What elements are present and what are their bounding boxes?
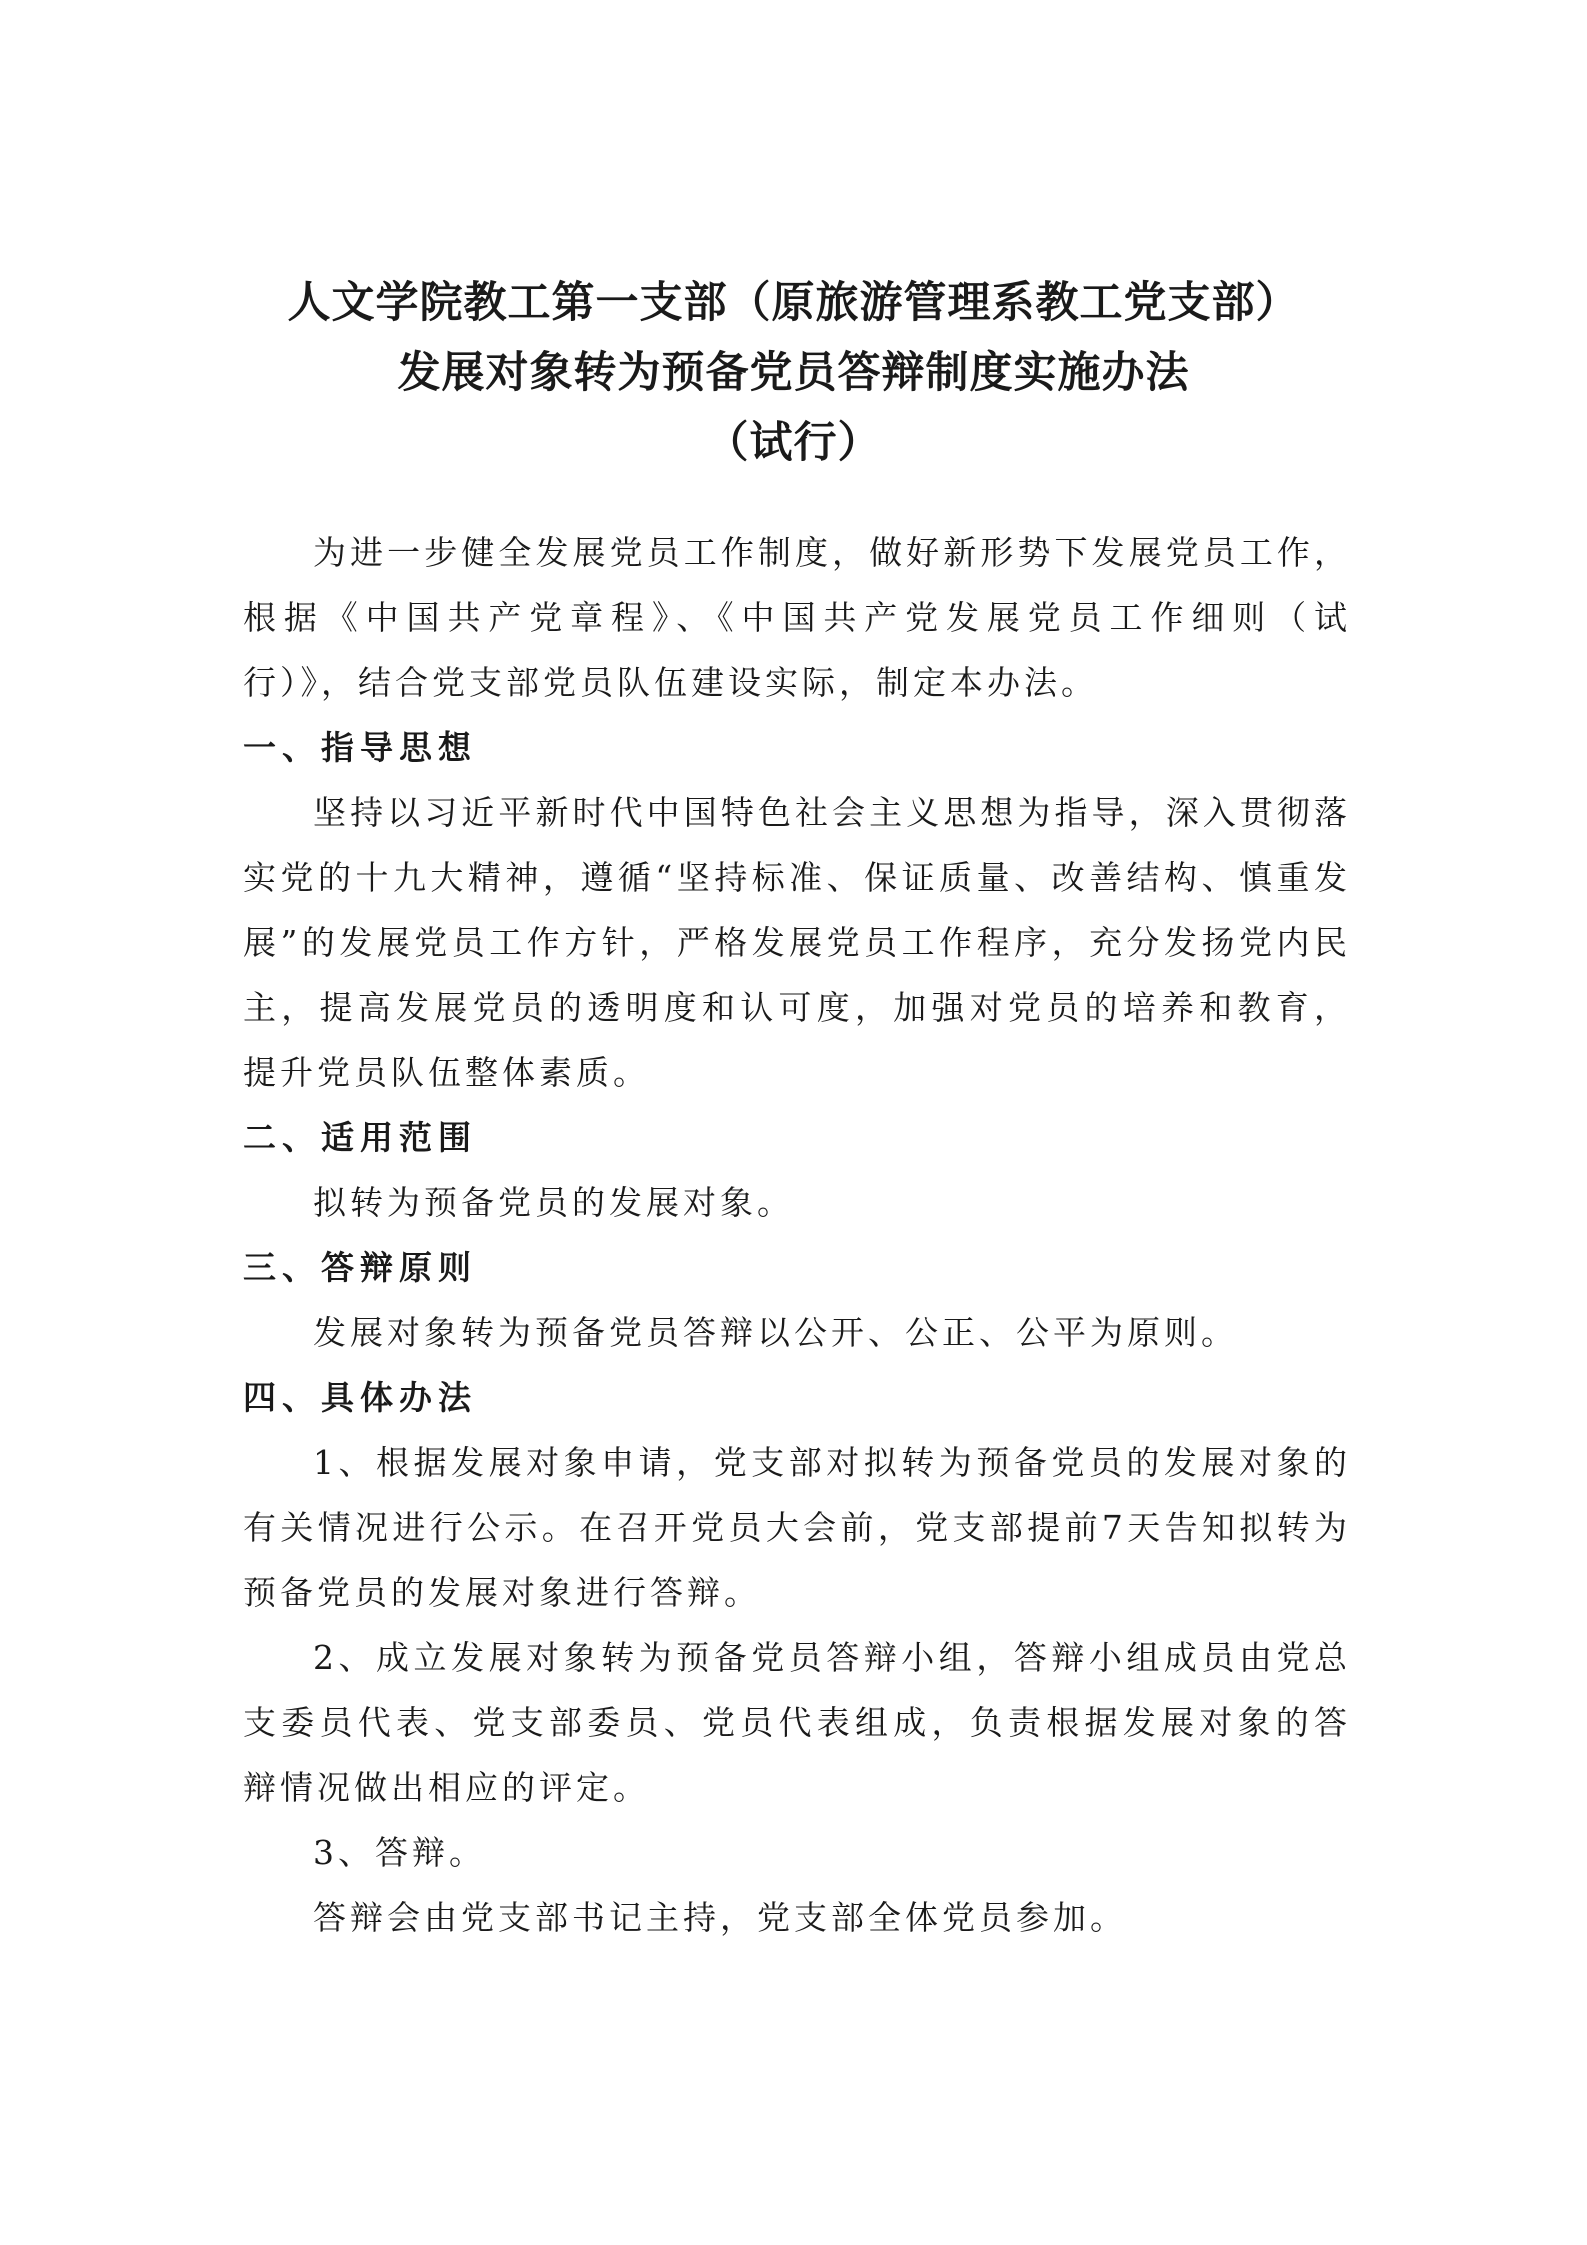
method-item-3-detail: 答辩会由党支部书记主持，党支部全体党员参加。	[313, 1898, 1127, 1937]
document-body	[243, 520, 1351, 1950]
section-body-principles: 发展对象转为预备党员答辩以公开、公正、公平为原则。	[313, 1313, 1238, 1352]
title-line-2: 发展对象转为预备党员答辩制度实施办法	[397, 348, 1190, 398]
method-item-2: 2、成立发展对象转为预备党员答辩小组，答辩小组成员由党总支委员代表、党支部委员、党员代表组成，负责根据发展对象的答辩情况做出相应的评定。	[243, 1638, 1351, 1807]
section-body-guiding-ideology: 坚持以习近平新时代中国特色社会主义思想为指导，深入贯彻落实党的十九大精神，遵循“坚持标准、保证质量、改善结构、慎重发展”的发展党员工作方针，严格发展党员工作程序，充分发扬党内民主，提高发展党员的透明度和认可度，加强对党员的培养和教育，提升党员队伍整体素质。	[243, 793, 1351, 1092]
intro-paragraph: 为进一步健全发展党员工作制度，做好新形势下发展党员工作，根据《中国共产党章程》、《中国共产党发展党员工作细则（试行）》，结合党支部党员队伍建设实际，制定本办法。	[243, 533, 1351, 702]
title-line-1: 人文学院教工第一支部（原旅游管理系教工党支部）	[287, 278, 1300, 328]
document-title	[0, 268, 1587, 478]
section-heading-guiding-ideology: 一、指导思想	[243, 728, 477, 767]
title-line-3: （试行）	[705, 418, 882, 468]
section-heading-methods: 四、具体办法	[243, 1378, 477, 1417]
section-body-scope: 拟转为预备党员的发展对象。	[313, 1183, 794, 1222]
section-heading-principles: 三、答辩原则	[243, 1248, 477, 1287]
method-item-3: 3、答辩。	[313, 1833, 486, 1872]
section-heading-scope: 二、适用范围	[243, 1118, 477, 1157]
method-item-1: 1、根据发展对象申请，党支部对拟转为预备党员的发展对象的有关情况进行公示。在召开党员大会前，党支部提前7天告知拟转为预备党员的发展对象进行答辩。	[243, 1443, 1351, 1612]
